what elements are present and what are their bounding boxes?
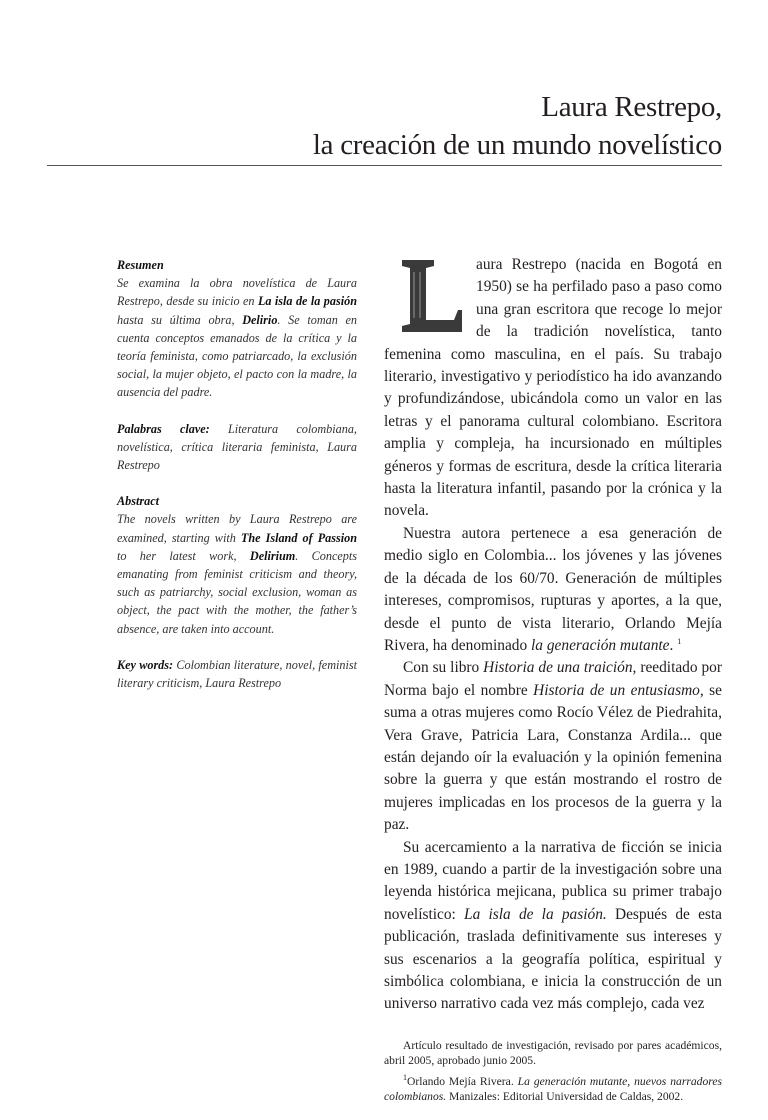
abstract-heading: Abstract [117, 494, 159, 509]
title-line-2: la creación de un mundo novelístico [312, 129, 722, 161]
key-words-text: Colombian literature, novel, feminist literary criticism, Laura Restrepo [117, 657, 357, 691]
paragraph-1 [384, 254, 722, 523]
abstract-column [117, 256, 357, 710]
resumen-text: . Se toman en cuenta conceptos emanados de la crítica y la teoría feminista, como patriarcado, la exclusión social, la mujer objeto, el pacto con la madre, la ausencia del padre. [117, 312, 357, 400]
footnote-ref-1[interactable]: 1 [677, 636, 682, 646]
key-words-label: Key words: [117, 657, 174, 672]
paragraph-2-text: Nuestra autora pertenece a esa generación de medio siglo en Colombia... los jóvenes y las jóvenes de la década de los 60/70. Generación de múltiples intereses, compromisos, rupturas y aportes, a la que, desde el punto de vista literario, Orlando Mejía Rivera, ha denominado [384, 524, 722, 654]
paragraph-4 [384, 837, 722, 1016]
footnote-1-text: Orlando Mejía Rivera. [407, 1074, 518, 1088]
paragraph-2-text: . [669, 636, 678, 654]
abstract-text: to her latest work, [117, 548, 250, 563]
title-line-1: Laura Restrepo, [541, 91, 722, 123]
resumen-title-2: Delirio [242, 312, 278, 327]
palabras-clave-label: Palabras clave: [117, 421, 210, 436]
resumen-title-1: La isla de la pasión [257, 294, 357, 309]
title-divider [47, 165, 722, 166]
resumen-text: Se examina la obra novelística de Laura Restrepo, desde su inicio en [117, 276, 357, 309]
paragraph-2-emphasis: la generación mutante [531, 636, 670, 654]
resumen-text: hasta su última obra, [117, 312, 243, 327]
book-title: Historia de una traición, [483, 659, 637, 677]
footnote-1-number: 1 [403, 1072, 407, 1082]
paragraph-3 [384, 657, 722, 836]
paragraph-4-text: Su acercamiento a la narrativa de ficción se inicia en 1989, cuando a partir de la investigación sobre una leyenda histórica mejicana, publica su primer trabajo novelístico: [384, 838, 722, 923]
paragraph-3-text: Con su libro [403, 659, 484, 677]
paragraph-3-text: se suma a otras mujeres como Rocío Vélez de Piedrahita, Vera Grave, Patricia Lara, Constanza Ardila... que están dejando oír la evaluación y la opinión femenina sobre la guerra y que están mostrando el rostro de mujeres implicadas en los procesos de la guerra y la paz. [384, 681, 722, 834]
abstract-text: . Concepts emanating from feminist criticism and theory, such as patriarchy, social exclusion, woman as object, the pact with the mother, the father’s absence, are taken into account. [117, 548, 358, 636]
paragraph-2 [384, 523, 722, 657]
drop-cap-l [400, 258, 464, 334]
footnote-1-text: Manizales: Editorial Universidad de Caldas, 2002. [446, 1090, 684, 1104]
footnote-article: Artículo resultado de investigación, revisado por pares académicos, abril 2005, aprobado junio 2005. [384, 1038, 722, 1068]
abstract [117, 492, 357, 638]
body-column [384, 254, 722, 1016]
abstract-title-1: The Island of Passion [240, 530, 357, 545]
paragraph-3-text: reeditado por Norma bajo el nombre [384, 659, 723, 699]
abstract-text: The novels written by Laura Restrepo are examined, starting with [117, 512, 357, 545]
book-title: Historia de un entusiasmo, [533, 681, 704, 699]
drop-cap-glyph [400, 258, 464, 334]
palabras-clave-text: Literatura colombiana, novelística, crítica literaria feminista, Laura Restrepo [117, 421, 357, 473]
footnotes [384, 1038, 722, 1105]
book-title: La isla de la pasión. [464, 905, 607, 923]
article-title [313, 88, 722, 164]
resumen [117, 256, 357, 402]
footnote-1-title: La generación mutante, nuevos narradores colombianos. [384, 1074, 723, 1104]
paragraph-1-text: aura Restrepo (nacida en Bogotá en 1950) se ha perfilado paso a paso como una gran escritora que recoge lo mejor de la tradición novelística, tanto femenina como masculina, en el país. Su trabajo literario, investigativo y periodístico ha ido avanzando y profundizándose, ubicándola como un valor en las letras y el panorama cultural colombiano. Escritora amplia y compleja, ha incursionado en múltiples géneros y formas de escritura, desde la crítica literaria hasta la literatura infantil, pasando por la crónica y la novela. [384, 256, 722, 520]
right-column [384, 254, 722, 1120]
key-words [117, 656, 357, 692]
footnote-1 [384, 1074, 722, 1105]
paragraph-4-text: Después de esta publicación, traslada definitivamente sus intereses y sus escenarios a la geografía política, espiritual y simbólica colombiana, e inicia la construcción de un universo narrativo cada vez más complejo, cada vez [384, 905, 722, 1013]
resumen-heading: Resumen [117, 258, 164, 272]
abstract-title-2: Delirium [249, 548, 296, 563]
palabras-clave [117, 420, 357, 475]
